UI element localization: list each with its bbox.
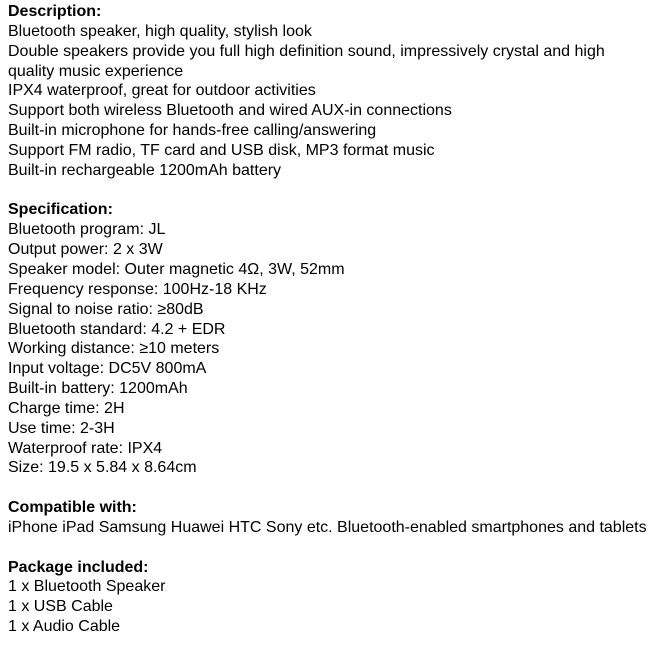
package-line: 1 x USB Cable <box>8 598 113 616</box>
spec-line: Use time: 2-3H <box>8 419 115 437</box>
description-line: Built-in microphone for hands-free calling/answering <box>8 122 377 140</box>
description-line: Built-in rechargeable 1200mAh battery <box>8 161 282 179</box>
description-title: Description: <box>8 3 102 20</box>
package-title: Package included: <box>8 558 149 576</box>
description-line: IPX4 waterproof, great for outdoor activities <box>8 82 316 100</box>
compatible-title: Compatible with: <box>8 499 137 517</box>
description-line: Support both wireless Bluetooth and wired AUX-in connections <box>8 102 452 120</box>
spec-line: Bluetooth standard: 4.2 + EDR <box>8 320 226 338</box>
spec-line: Waterproof rate: IPX4 <box>8 439 163 457</box>
spec-line: Bluetooth program: JL <box>8 221 166 239</box>
spec-line: Size: 19.5 x 5.84 x 8.64cm <box>8 459 197 477</box>
spec-line: Working distance: ≥10 meters <box>8 340 220 358</box>
spec-line: Charge time: 2H <box>8 399 125 417</box>
spec-line: Signal to noise ratio: ≥80dB <box>8 300 204 318</box>
section-spacer <box>8 538 654 558</box>
package-section <box>8 558 654 637</box>
description-section <box>8 2 654 181</box>
description-line: Support FM radio, TF card and USB disk, MP3 format music <box>8 141 435 159</box>
compatible-line: iPhone iPad Samsung Huawei HTC Sony etc. Bluetooth-enabled smartphones and tablets <box>8 518 647 536</box>
specification-section <box>8 200 654 478</box>
package-line: 1 x Bluetooth Speaker <box>8 578 166 596</box>
spec-line: Speaker model: Outer magnetic 4Ω, 3W, 52mm <box>8 260 345 278</box>
compatible-section <box>8 498 654 538</box>
description-line: Bluetooth speaker, high quality, stylish look <box>8 22 312 40</box>
spec-line: Built-in battery: 1200mAh <box>8 380 188 398</box>
section-spacer <box>8 181 654 201</box>
package-line: 1 x Audio Cable <box>8 618 121 636</box>
specification-title: Specification: <box>8 201 113 219</box>
section-spacer <box>8 478 654 498</box>
spec-line: Frequency response: 100Hz-18 KHz <box>8 280 267 298</box>
description-line: Double speakers provide you full high definition sound, impressively crystal and high quality music experience <box>8 42 605 80</box>
spec-line: Input voltage: DC5V 800mA <box>8 360 207 378</box>
spec-line: Output power: 2 x 3W <box>8 241 163 259</box>
